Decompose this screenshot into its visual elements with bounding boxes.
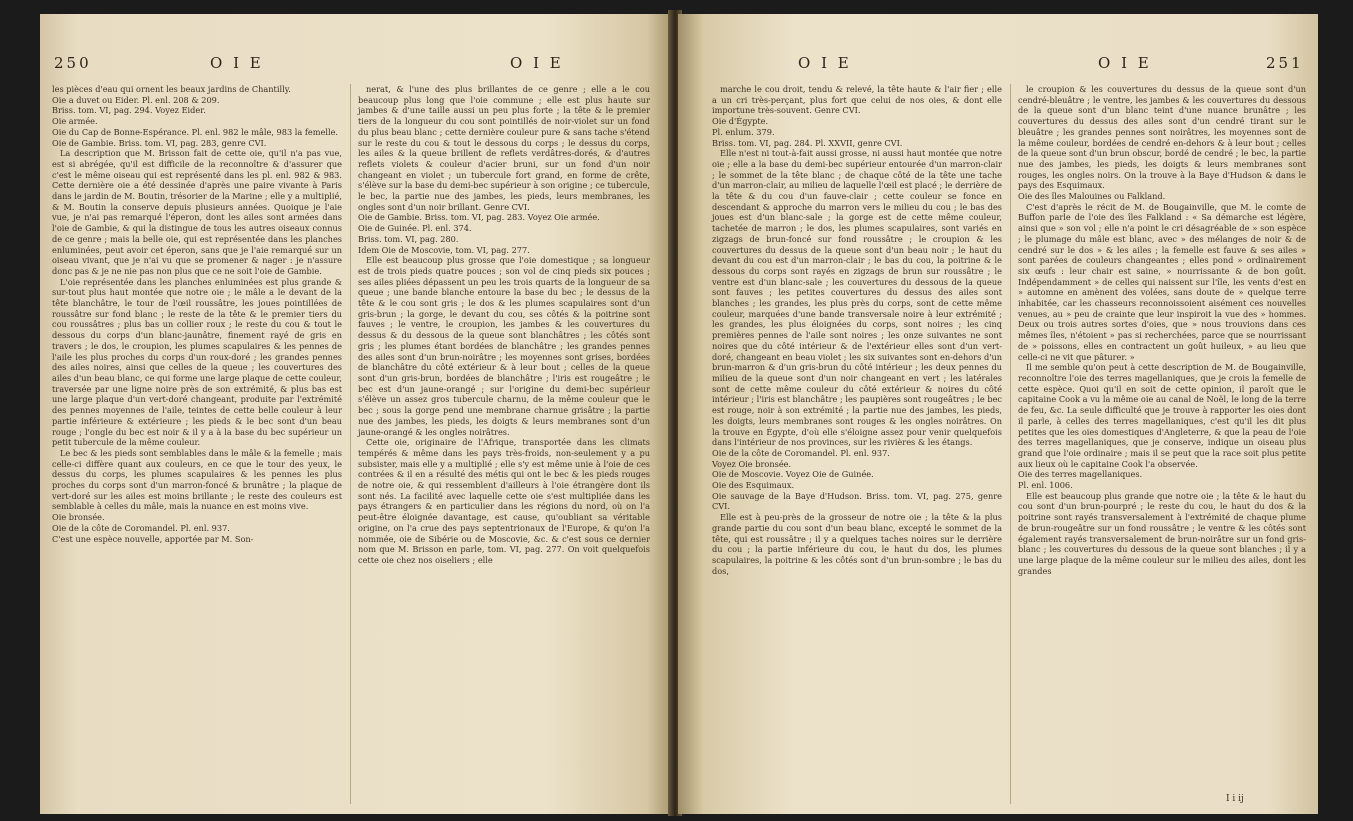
paragraph: Oie sauvage de la Baye d'Hudson. Briss. tom. VI, pag. 275, genre CVI. [712,490,1002,512]
paragraph: Elle est beaucoup plus grosse que l'oie domestique ; sa longueur est de trois pieds quatre pouces ; son vol de cinq pieds six pouces ; ses ailes pliées dépassent un peu les trois quarts de la longueur de sa queue ; une bande blanche entoure la base du bec ; le dessus de la tête & le cou sont gris ; le dos & les plumes scapulaires sont d'un gris-brun ; la gorge, le devant du cou, ses côtés & la poitrine sont fauves ; le ventre, le croupion, les jambes & les couvertures du dessus & du dessous de la queue sont blanchâtres ; les côtés sont gris ; les plumes étant bordées de blanchâtre ; les grandes pennes des ailes sont d'un brun-noirâtre ; les moyennes sont grises, bordées de blanchâtre du côté extérieur & à leur bout ; celles de la queue sont d'un gris-brun, bordées de blanchâtre ; l'iris est rougeâtre ; le bec est d'un jaune-orangé ; sur l'origine du demi-bec supérieur s'élève un assez gros tubercule charnu, de la même couleur que le bec ; sous la gorge pend une membrane charnue grisâtre ; la partie nue des jambes, les pieds, les doigts & leurs membranes sont d'un jaune-orangé & les ongles noirâtres. [358,255,650,437]
paragraph: Le bec & les pieds sont semblables dans le mâle & la femelle ; mais celle-ci diffère quant aux couleurs, en ce que le tour des yeux, le dessus du corps, les plumes scapulaires & les pennes les plus proches du corps sont d'un marron-foncé & brunâtre ; la plaque de vert-doré sur les ailes est moins brillante ; le reste des couleurs est semblable à celles du mâle, mais la nuance en est moins vive. [52,447,342,512]
page-number-left: 250 [54,54,92,72]
paragraph: Elle n'est ni tout-à-fait aussi grosse, ni aussi haut montée que notre oie ; elle a la base du demi-bec supérieur entourée d'un marron-clair ; le sommet de la tête blanc ; de chaque côté de la tête une tache d'un marron-clair, au milieu de laquelle l'œil est placé ; le derrière de la tête & du cou d'un fauve-clair ; cette couleur se fonce en descendant & approche du marron vers le milieu du cou ; le bas des joues est d'un blanc-sale ; la gorge est de cette même couleur, tachetée de marron ; le dos, les plumes scapulaires, sont variés en zigzags de brun-foncé sur fond roussâtre ; le croupion & les couvertures du dessus de la queue sont d'un beau noir ; le haut du devant du cou est d'un marron-clair ; le bas du cou, la poitrine & le dessous du corps sont rayés en zigzags de brun sur roussâtre ; le ventre est d'un blanc-sale ; les couvertures du dessous de la queue sont fauves ; les petites couvertures du dessus des ailes sont blanches ; les grandes, les plus près du corps, sont de cette même couleur, marquées d'une bande transversale noire à leur extrémité ; les grandes, les plus éloignées du corps, sont noires ; les cinq premières pennes de l'aile sont noires ; les onze suivantes ne sont noires que du côté intérieur & de l'extérieur elles sont d'un vert-doré, changeant en beau violet ; les six suivantes sont en-dehors d'un brun-marron & d'un gris-brun du côté intérieur ; les deux pennes du milieu de la queue sont d'un noir changeant en vert ; les latérales sont de cette même couleur du côté extérieur & noires du côté intérieur ; l'iris est blanchâtre ; les paupières sont rougeâtres ; le bec est rouge, noir à son extrémité ; la partie nue des jambes, les pieds, les doigts, leurs membranes sont rouges & les ongles noirâtres. On la trouve en Égypte, d'où elle s'éloigne assez pour venir quelquefois dans l'intérieur de nos provinces, sur les rivières & les étangs. [712,148,1002,448]
paragraph: Idem Oie de Moscovie, tom. VI, pag. 277. [358,244,530,255]
paragraph: nerat, & l'une des plus brillantes de ce genre ; elle a le cou beaucoup plus long que l'oie commune ; elle est plus haute sur jambes & d'une taille aussi un peu plus forte ; la tête & le premier tiers de la longueur du cou sont pointillés de noir-violet sur un fond du plus beau blanc ; cette dernière couleur pure & sans tache s'étend sur le reste du cou & tout le dessous du corps ; le dessus du corps, les ailes & la queue brillent de reflets verdâtres-dorés, & d'autres reflets violets & couleur d'acier bruni, sur un fond d'un noir changeant en violet ; un tubercule fort grand, en forme de crête, s'élève sur la base du demi-bec supérieur à son origine ; ce tubercule, le bec, la partie nue des jambes, les pieds, leurs membranes, les ongles sont d'un noir brillant. Genre CVI. [358,84,650,212]
paragraph: marche le cou droit, tendu & relevé, la tête haute & l'air fier ; elle a un cri très-perçant, plus fort que celui de nos oies, & dont elle importune très-souvent. Genre CVI. [712,84,1002,116]
right-page [678,14,1318,814]
column-divider [1010,84,1011,804]
paragraph: Oie de Guinée. Pl. enl. 374. [358,223,472,234]
paragraph: le croupion & les couvertures du dessus de la queue sont d'un cendré-bleuâtre ; le ventre, les jambes & les couvertures du dessous de la queue sont d'un blanc teint d'une nuance brunâtre ; les couvertures du dessus des ailes sont d'un cendré tirant sur le bleuâtre ; les grandes pennes sont noirâtres, les moyennes sont de la même couleur, bordées de cendré en-dehors & à leur bout ; celles de la queue sont d'un brun obscur, bordé de cendré ; le bec, la partie nue des jambes, les pieds, les doigts & leurs membranes sont rouges, les ongles noirs. On la trouve à la Baye d'Hudson & dans le pays des Esquimaux. [1018,84,1306,191]
paragraph: Cette oie, originaire de l'Afrique, transportée dans les climats tempérés & même dans les pays très-froids, non-seulement y a pu subsister, mais elle y a multiplié ; elle s'y est même unie à l'oie de ces contrées & il en a résulté des métis qui ont le bec & les pieds rouges de notre oie, & qui ressemblent d'ailleurs à l'oie étrangère dont ils sont nés. La facilité avec laquelle cette oie s'est multipliée dans les pays étrangers & en particulier dans les régions du nord, où on l'a peut-être éloignée davantage, est cause, qu'oubliant sa véritable origine, on l'a crue des pays septentrionaux de l'Europe, & qu'on l'a nommée, oie de Sibérie ou de Moscovie, &c. & c'est sous ce dernier nom que M. Brisson en parle, tom. VI, pag. 277. On voit quelquefois cette oie chez nos oiseliers ; elle [358,437,650,565]
paragraph: Oie de la côte de Coromandel. Pl. enl. 937. [712,447,890,458]
paragraph: Voyez Oie bronsée. [712,458,792,469]
paragraph: Oie des Esquimaux. [712,480,795,491]
paragraph: Oie bronsée. [52,512,105,523]
left-column-1 [52,84,342,544]
paragraph: Oie de Gambie. Briss. tom. VI, pag. 283. Voyez Oie armée. [358,212,600,223]
paragraph: Oie armée. [52,116,98,127]
paragraph: Pl. enlum. 379. [712,126,775,137]
paragraph: Briss. tom. VI, pag. 284. Pl. XXVII, genre CVI. [712,137,903,148]
signature-mark: I i ij [1226,794,1244,804]
running-head-left-col2: O I E [510,54,564,72]
left-column-2 [358,84,650,566]
running-head-right-col2: O I E [1098,54,1152,72]
page-number-right: 251 [1266,54,1304,72]
running-head-left-col1: O I E [210,54,264,72]
paragraph: Oie des îles Malouines ou Falkland. [1018,191,1166,202]
paragraph: Oie d'Égypte. [712,116,769,127]
paragraph: Elle est à peu-près de la grosseur de notre oie ; la tête & la plus grande partie du cou sont d'un beau blanc, excepté le sommet de la tête, qui est roussâtre ; il y a quelques taches noires sur le derrière du cou ; la partie inférieure du cou, le haut du dos, les plumes scapulaires, la poitrine & les côtés sont d'un brun-sombre ; le bas du dos, [712,512,1002,576]
paragraph: Briss. tom. VI, pag. 280. [358,233,459,244]
right-column-2 [1018,84,1306,576]
paragraph: Briss. tom. VI, pag. 294. Voyez Eider. [52,105,206,116]
paragraph: Oie de Moscovie. Voyez Oie de Guinée. [712,469,874,480]
paragraph: Oie de Gambie. Briss. tom. VI, pag. 283, genre CVI. [52,137,267,148]
paragraph: C'est une espèce nouvelle, apportée par M. Son- [52,533,254,544]
paragraph: Oie de la côte de Coromandel. Pl. enl. 937. [52,522,230,533]
paragraph: Pl. enl. 1006. [1018,480,1073,491]
left-page [40,14,672,814]
paragraph: L'oie représentée dans les planches enluminées est plus grande & sur-tout plus haut montée que notre oie ; le mâle a le devant de la tête blanchâtre, le tour de l'œil roussâtre, les joues pointillées de roussâtre sur fond blanc ; le reste de la tête & le premier tiers du cou roussâtres ; plus bas un collier roux ; le reste du cou & tout le dessous du corps d'un blanc-jaunâtre, finement rayé de gris en travers ; le dos, le croupion, les plumes scapulaires & les pennes de l'aile les plus proches du corps d'un roux-doré ; les grandes pennes des ailes noires, ainsi que celles de la queue ; les couvertures des ailes d'un beau blanc, ce qui forme une large plaque de cette couleur, traversée par une ligne noire près de son extrémité, & plus bas est une large plaque d'un vert-doré changeant, produite par l'extrémité des pennes moyennes de l'aile, teintes de cette belle couleur à leur partie inférieure & extérieure ; les pieds & le bec sont d'un beau rouge ; l'ongle du bec est noir & il y a à la base du bec supérieur un petit tubercule de la même couleur. [52,276,342,448]
paragraph: Elle est beaucoup plus grande que notre oie ; la tête & le haut du cou sont d'un brun-pourpré ; le reste du cou, le haut du dos & la poitrine sont rayés transversalement à l'extrémité de chaque plume de brun-rougeâtre sur un fond roussâtre ; le ventre & les côtés sont également rayés transversalement de brun-noirâtre sur un fond gris-blanc ; les couvertures du dessous de la queue sont blanches ; il y a une large plaque de la même couleur sur le milieu des ailes, dont les grandes [1018,490,1306,576]
paragraph: Oie des terres magellaniques. [1018,469,1143,480]
paragraph: C'est d'après le récit de M. de Bougainville, que M. le comte de Buffon parle de l'oie des îles Falkland : « Sa démarche est légère, ainsi que » son vol ; elle n'a point le cri désagréable de » son espèce ; le plumage du mâle est blanc, avec » des mélanges de noir & de cendré sur le dos » & les ailes ; la femelle est fauve & ses ailes » sont parées de couleurs changeantes ; elles pond » ordinairement six œufs : leur chair est saine, » nourrissante & de bon goût. Indépendamment » de celles qui naissent sur l'île, les vents d'est en » automne en amènent des volées, sans doute de » quelque terre inhabitée, car les chasseurs reconnoissoient aisément ces nouvelles venues, au » peu de crainte que leur inspiroit la vue des » hommes. Deux ou trois autres sortes d'oies, que » nous trouvions dans ces mêmes îles, n'étoient » pas si recherchées, parce que se nourrissant de » poissons, elles en contractent un goût huileux, » au lieu que celle-ci ne vit que pâturer. » [1018,201,1306,362]
running-head-right-col1: O I E [798,54,852,72]
paragraph: les pièces d'eau qui ornent les beaux jardins de Chantilly. [52,84,291,94]
right-column-1 [712,84,1002,576]
paragraph: Oie a duvet ou Eider. Pl. enl. 208 & 209. [52,94,220,105]
paragraph: Il me semble qu'on peut à cette description de M. de Bougainville, reconnoître l'oie des terres magellaniques, que je crois la femelle de cette espèce. Quoi qu'il en soit de cette opinion, il paroît que le capitaine Cook a vu la même oie au canal de Noël, le long de la terre de feu, &c. La seule difficulté que je trouve à rapporter les oies dont il parle, à celles des terres magellaniques, c'est qu'il les dit plus petites que les oies domestiques d'Angleterre, & que la peau de l'oie des terres magellaniques, que je conserve, indique un oiseau plus grand que l'oie ordinaire ; mais il se peut que la race soit plus petite aux lieux où le capitaine Cook l'a observée. [1018,362,1306,469]
paragraph: La description que M. Brisson fait de cette oie, qu'il n'a pas vue, est si abrégée, qu'il est difficile de la reconnoître & d'assurer que c'est le même oiseau qui est représenté dans les pl. enl. 982 & 983. Cette dernière oie a été dessinée d'après une paire vivante à Paris dans le jardin de M. Boutin, trésorier de la Marine ; elle y a multiplié, & M. Boutin la conserve depuis plusieurs années. Quoique je l'aie vue, je n'ai pas remarqué l'éperon, dont les ailes sont armées dans l'oie de Gambie, & qui la distingue de tous les autres oiseaux connus de ce genre ; mais la belle oie, qui est représentée dans les planches enluminées, peut avoir cet éperon, sans que je l'aie remarqué sur un oiseau vivant, que je n'ai vu que se promener & nager : je n'assure donc pas & je ne nie pas non plus que ce ne soit l'oie de Gambie. [52,148,342,276]
paragraph: Oie du Cap de Bonne-Espérance. Pl. enl. 982 le mâle, 983 la femelle. [52,126,339,137]
column-divider [350,84,351,804]
